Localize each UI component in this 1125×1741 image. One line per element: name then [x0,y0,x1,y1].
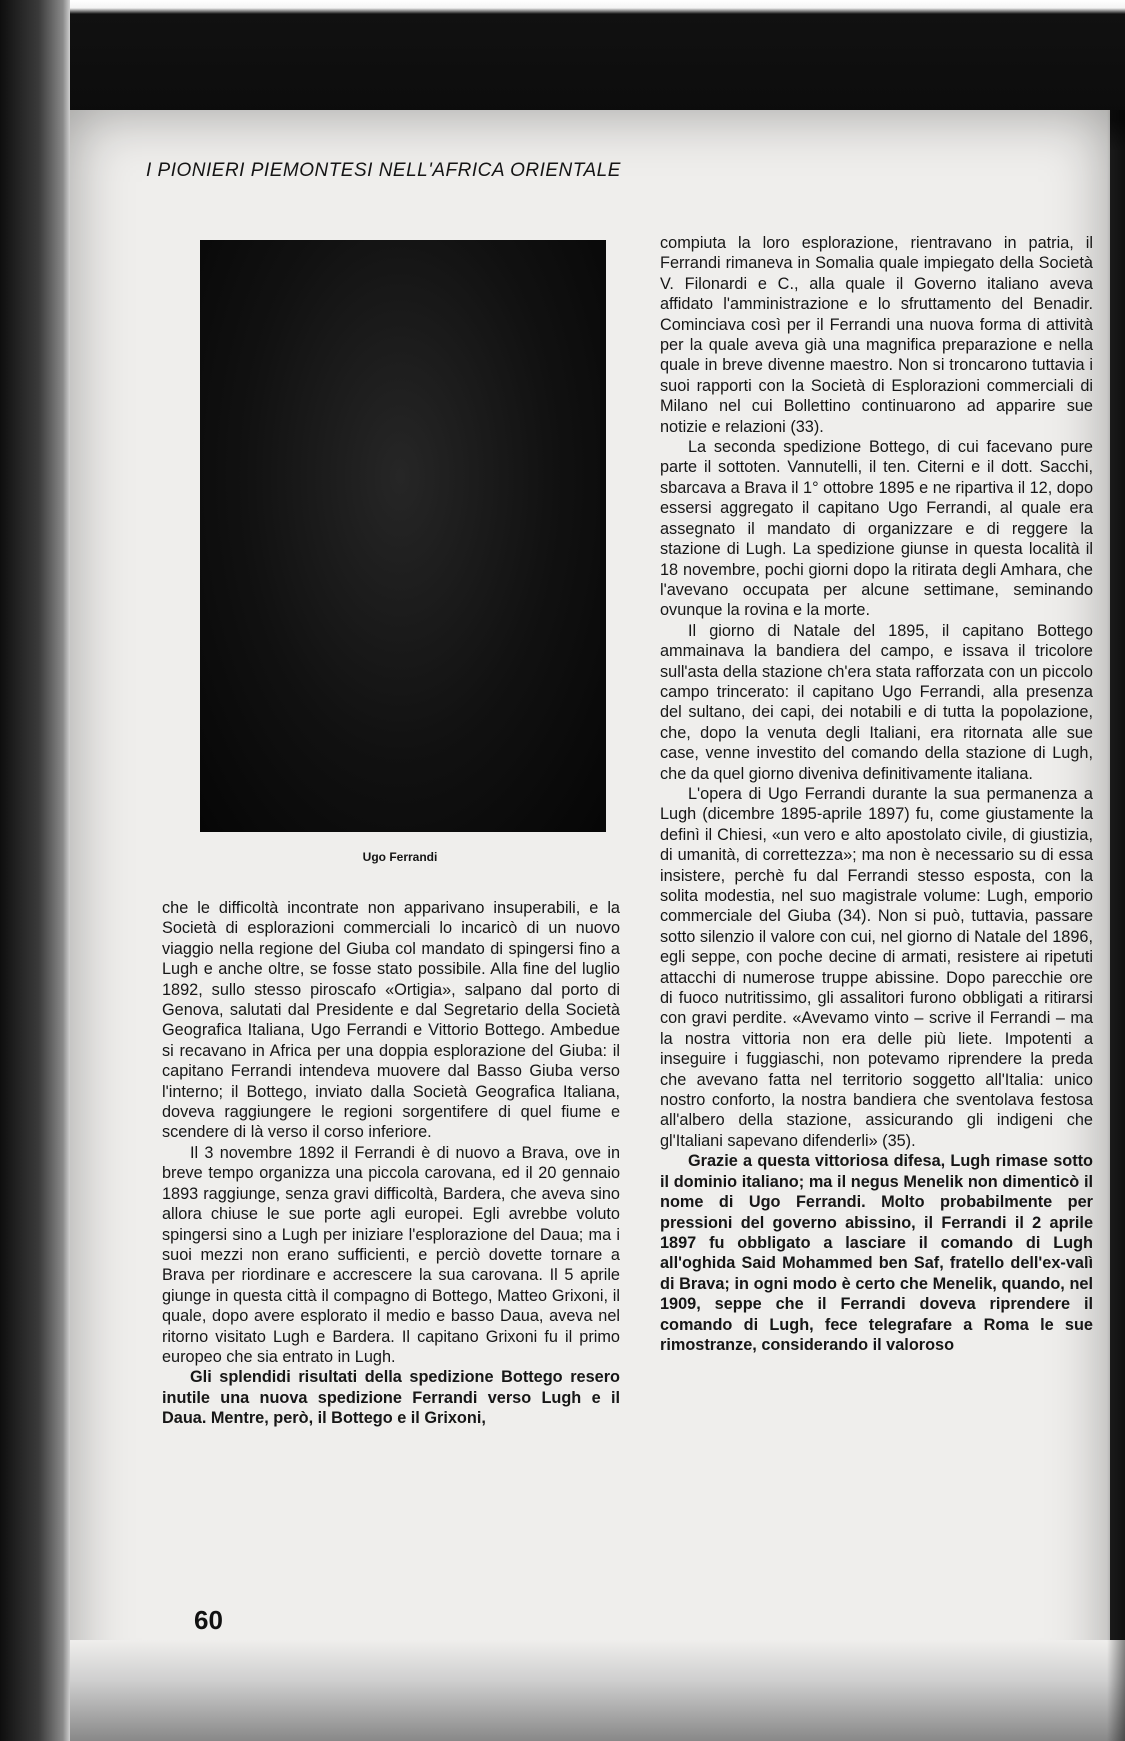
paragraph: Il giorno di Natale del 1895, il capitano Bottego ammainava la bandiera del campo, e issava il tricolore sull'asta della stazione ch'era stata rafforzata con un piccolo campo trincerato: il capitano Ugo Ferrandi, alla presenza del sultano, dei capi, dei notabili e di tutta la popolazione, che, dopo la venuta degli Italiani, era ritornata alle sue case, venne investito del comando della stazione di Lugh, che da quel giorno diveniva definitivamente italiana. [660,621,1093,783]
paragraph: compiuta la loro esplorazione, rientravano in patria, il Ferrandi rimaneva in Somalia quale impiegato della Società V. Filonardi e C., alla quale il Governo italiano aveva affidato l'amministrazione e lo sfruttamento del Benadir. Cominciava così per il Ferrandi una nuova forma di attività per la quale aveva già una magnifica preparazione e nella quale in breve divenne maestro. Non si troncarono tuttavia i suoi rapporti con la Società di Esplorazioni commerciali di Milano nel cui Bollettino continuarono ad apparire sue notizie e relazioni (33). [660,234,1093,436]
page-number: 60 [194,1605,223,1635]
portrait-photo [200,240,606,832]
photo-caption: Ugo Ferrandi [362,850,438,864]
paragraph: Gli splendidi risultati della spedizione Bottego resero inutile una nuova spedizione Ferrandi verso Lugh e il Daua. Mentre, però, il Bottego e il Grixoni, [162,1368,620,1428]
paragraph: L'opera di Ugo Ferrandi durante la sua permanenza a Lugh (dicembre 1895-aprile 1897) fu, come giustamente la definì il Chiesi, «un vero e alto apostolato civile, di giustizia, di umanità, di correttezza»; ma non è necessario su di essa insistere, perchè fu dal Ferrandi stesso esposta, con la solita modestia, nel suo magistrale volume: Lugh, emporio commerciale del Giuba (34). Non si può, tuttavia, passare sotto silenzio il valore con cui, nel giorno di Natale del 1896, egli seppe, con poche decine di armati, resistere ai ripetuti attacchi di numerose truppe abissine. Dopo parecchie ore di fuoco nutritissimo, gli assalitori furono obbligati a ritirarsi con gravi perdite. «Avevamo vinto – scrive il Ferrandi – ma la nostra vittoria non era delle più liete. Impotenti a inseguire i fuggiaschi, non potevamo riprendere la preda che avevano fatta nel territorio soggetto all'Italia: unico nostro conforto, la nostra bandiera che sventolava festosa all'albero della stazione, assicurando gli indigeni che gl'Italiani sapevano difenderli» (35). [660,784,1093,1150]
scan-left-edge [0,0,70,1741]
paragraph: Grazie a questa vittoriosa difesa, Lugh rimase sotto il dominio italiano; ma il negus Menelik non dimenticò il nome di Ugo Ferrandi. Molto probabilmente per pressioni del governo abissino, il Ferrandi il 2 aprile 1897 fu obbligato a lasciare il comando di Lugh all'oghida Said Mohammed ben Saf, fratello dell'ex-valì di Brava; in ogni modo è certo che Menelik, quando, nel 1909, seppe che il Ferrandi doveva riprendere il comando di Lugh, fece telegrafare a Roma le sue rimostranze, considerando il valoroso [660,1152,1093,1354]
paragraph: La seconda spedizione Bottego, di cui facevano pure parte il sottoten. Vannutelli, il ten. Citerni e il dott. Sacchi, sbarcava a Brava il 1° ottobre 1895 e ne ripartiva il 12, dopo essersi aggregato il capitano Ugo Ferrandi, al quale era assegnato il mandato di organizzare e di reggere la stazione di Lugh. La spedizione giunse in questa località il 18 novembre, pochi giorni dopo la ritirata degli Amhara, che l'avevano occupata per alcune settimane, seminando ovunque la rovina e la morte. [660,438,1093,620]
right-text-column [660,233,1093,1355]
paragraph: che le difficoltà incontrate non apparivano insuperabili, e la Società di esplorazioni commerciali lo incaricò di un nuovo viaggio nella regione del Giuba col mandato di spingersi fino a Lugh e anche oltre, se fosse stato possibile. Alla fine del luglio 1892, sullo stesso piroscafo «Ortigia», salpano dal porto di Genova, salutati dal Presidente e dal Segretario della Società Geografica Italiana, Ugo Ferrandi e Vittorio Bottego. Ambedue si recavano in Africa per una doppia esplorazione del Giuba: il capitano Ferrandi intendeva muovere dal Basso Giuba verso l'interno; il Bottego, inviato dalla Società Geografica Italiana, doveva raggiungere le regioni sorgentifere di quel fiume e scendere di là verso il corso inferiore. [162,899,620,1142]
scan-right-shadow [1107,110,1125,1741]
running-title: I PIONIERI PIEMONTESI NELL'AFRICA ORIENTALE [146,160,621,181]
paragraph: Il 3 novembre 1892 il Ferrandi è di nuovo a Brava, ove in breve tempo organizza una piccola carovana, ed il 20 gennaio 1893 raggiunge, senza gravi difficoltà, Bardera, che aveva sino allora chiuse le sue porte agli europei. Egli avrebbe voluto spingersi sino a Lugh per iniziare l'esplorazione del Daua; ma i suoi mezzi non erano sufficienti, e perciò dovette tornare a Brava per riordinare e accrescere la sua carovana. Il 5 aprile giunge in questa città il compagno di Bottego, Matteo Grixoni, il quale, dopo avere esplorato il medio e basso Daua, aveva nel ritorno visitato Lugh e Bardera. Il capitano Grixoni fu il primo europeo che sia entrato in Lugh. [162,1143,620,1366]
left-text-column [162,898,620,1429]
scan-bottom-edge [70,1640,1125,1741]
